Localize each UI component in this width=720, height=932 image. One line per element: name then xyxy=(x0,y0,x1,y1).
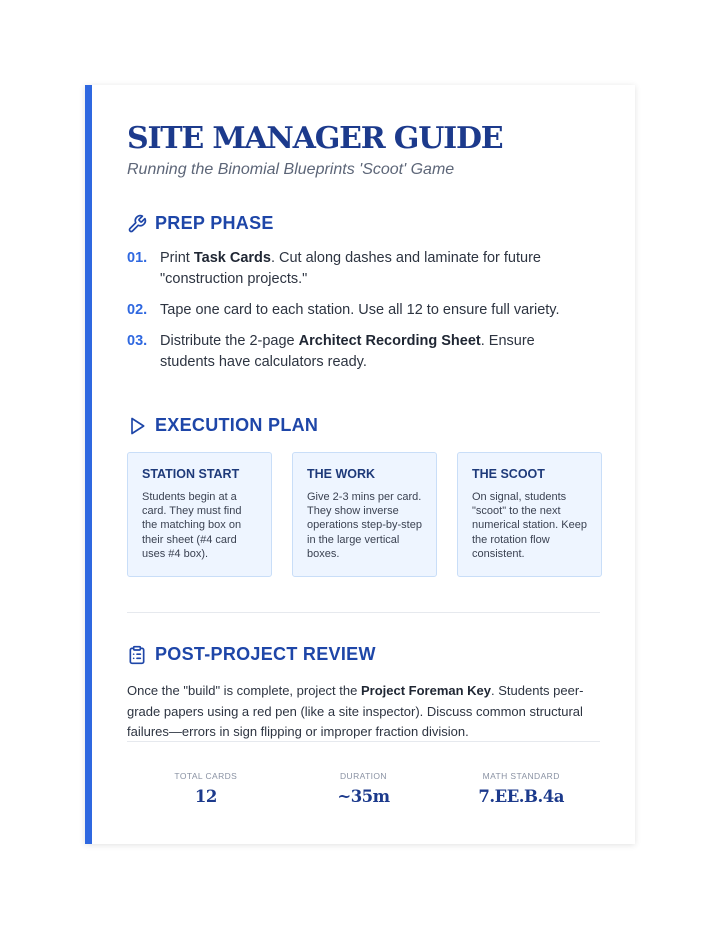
execution-cards xyxy=(127,452,602,577)
prep-phase-heading xyxy=(127,213,274,234)
review-paragraph: Once the "build" is complete, project the Project Foreman Key. Students peer-grade papers using a red pen (like a site inspector). Discuss common structural failures—errors in sign flipping or improper fraction division. xyxy=(127,683,584,739)
stats-divider xyxy=(127,741,600,742)
play-icon xyxy=(127,416,147,436)
total-cards-stat xyxy=(127,771,285,806)
the-work-card xyxy=(292,452,437,577)
step-text: Tape one card to each station. Use all 12 to ensure full variety. xyxy=(160,302,560,318)
execution-plan-label: EXECUTION PLAN xyxy=(155,415,319,435)
guide-page xyxy=(85,85,635,844)
page-title: SITE MANAGER GUIDE xyxy=(127,121,503,156)
card-body: On signal, students "scoot" to the next numerical station. Keep the rotation flow consistent. xyxy=(472,491,587,560)
stat-label: TOTAL CARDS xyxy=(174,771,238,781)
card-body: Students begin at a card. They must find the matching box on their sheet (#4 card uses #4 box). xyxy=(142,491,242,560)
stats-row xyxy=(127,771,600,806)
stat-value: 7.EE.B.4a xyxy=(478,787,564,806)
list-item xyxy=(127,300,567,321)
list-item xyxy=(127,331,567,373)
station-start-card xyxy=(127,452,272,577)
card-title: STATION START xyxy=(142,467,240,481)
step-text: Print Task Cards. Cut along dashes and laminate for future "construction projects." xyxy=(160,250,541,287)
card-body: Give 2-3 mins per card. They show inverse operations step-by-step in the large vertical boxes. xyxy=(307,491,422,560)
step-number: 03. xyxy=(127,333,148,349)
clipboard-icon xyxy=(127,645,147,665)
the-scoot-card xyxy=(457,452,602,577)
list-item xyxy=(127,248,567,290)
execution-plan-heading xyxy=(127,415,318,436)
stat-value: 12 xyxy=(194,787,217,806)
post-project-review-label: POST-PROJECT REVIEW xyxy=(155,644,376,664)
step-number: 02. xyxy=(127,302,148,318)
card-title: THE SCOOT xyxy=(472,467,545,481)
step-number: 01. xyxy=(127,250,148,266)
prep-phase-label: PREP PHASE xyxy=(155,213,274,233)
post-project-review-heading xyxy=(127,644,376,665)
math-standard-stat xyxy=(442,771,600,806)
card-title: THE WORK xyxy=(307,467,376,481)
stat-label: MATH STANDARD xyxy=(482,771,560,781)
prep-steps-list xyxy=(127,248,567,383)
stat-value: ~35m xyxy=(337,787,390,806)
step-text: Distribute the 2-page Architect Recording Sheet. Ensure students have calculators ready. xyxy=(160,333,535,370)
stat-label: DURATION xyxy=(340,771,387,781)
page-subtitle: Running the Binomial Blueprints 'Scoot' Game xyxy=(127,161,455,178)
section-divider xyxy=(127,612,600,613)
wrench-icon xyxy=(127,214,147,234)
duration-stat xyxy=(285,771,443,806)
